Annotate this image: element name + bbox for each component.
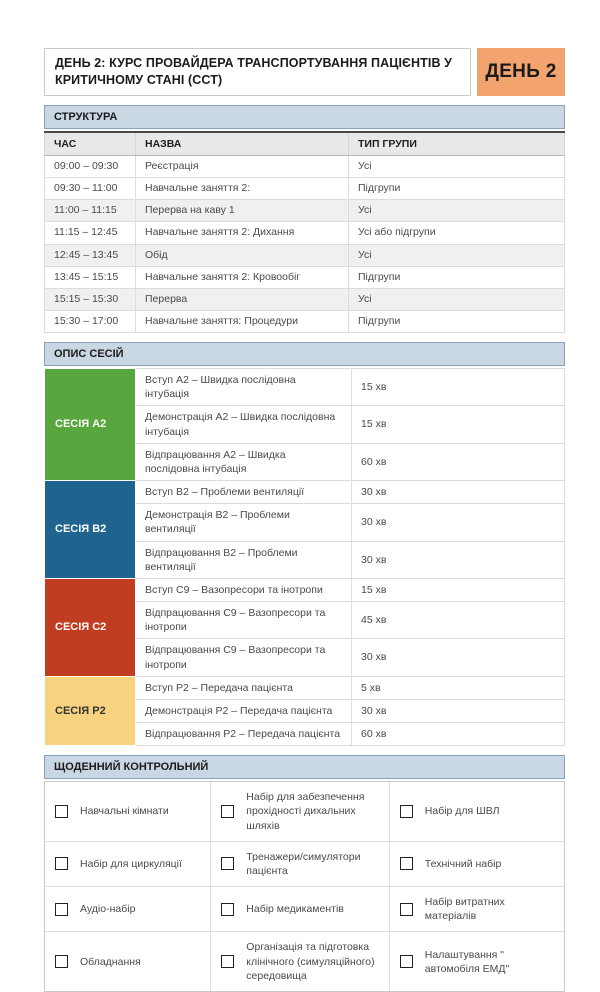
checklist-item-label: Аудіо-набір bbox=[80, 903, 136, 916]
session-duration-cell: 30 хв bbox=[352, 541, 565, 578]
checklist-item-label: Навчальні кімнати bbox=[80, 805, 169, 818]
section-structure-header: СТРУКТУРА bbox=[44, 105, 565, 129]
checklist-item-label: Набір для забезпечення прохідності дихальних шляхів bbox=[246, 791, 365, 832]
checklist-item-label: Набір витратних матеріалів bbox=[424, 896, 505, 923]
session-activity-cell: Демонстрація B2 – Проблеми вентиляції bbox=[136, 504, 352, 541]
session-label: СЕСІЯ B2 bbox=[45, 481, 136, 579]
name-cell: Навчальне заняття 2: Дихання bbox=[136, 222, 349, 244]
time-cell: 12:45 – 13:45 bbox=[45, 244, 136, 266]
group-cell: Усі або підгрупи bbox=[349, 222, 565, 244]
checklist-item bbox=[210, 886, 389, 931]
group-cell: Усі bbox=[349, 156, 565, 178]
table-row bbox=[45, 310, 565, 332]
table-row bbox=[45, 156, 565, 178]
name-cell: Навчальне заняття 2: Кровообіг bbox=[136, 266, 349, 288]
session-activity-cell: Демонстрація P2 – Передача пацієнта bbox=[136, 699, 352, 722]
column-header: ЧАС bbox=[45, 132, 136, 156]
checklist-item bbox=[389, 841, 564, 886]
session-duration-cell: 15 хв bbox=[352, 406, 565, 443]
section-sessions-header: ОПИС СЕСІЙ bbox=[44, 342, 565, 366]
session-duration-cell: 45 хв bbox=[352, 602, 565, 639]
checklist-item bbox=[389, 886, 564, 931]
session-row bbox=[45, 481, 565, 504]
session-activity-cell: Вступ B2 – Проблеми вентиляції bbox=[136, 481, 352, 504]
checklist-item bbox=[45, 886, 210, 931]
checkbox[interactable] bbox=[221, 857, 234, 870]
name-cell: Перерва bbox=[136, 288, 349, 310]
session-duration-cell: 30 хв bbox=[352, 699, 565, 722]
name-cell: Навчальне заняття: Процедури bbox=[136, 310, 349, 332]
page-title: ДЕНЬ 2: КУРС ПРОВАЙДЕРА ТРАНСПОРТУВАННЯ ПАЦІЄНТІВ У КРИТИЧНОМУ СТАНІ (ССТ) bbox=[44, 48, 471, 96]
checklist-item bbox=[210, 782, 389, 841]
checklist-item bbox=[210, 931, 389, 991]
checkbox[interactable] bbox=[55, 857, 68, 870]
session-duration-cell: 15 хв bbox=[352, 369, 565, 406]
checklist-item-label: Набір для циркуляції bbox=[80, 857, 182, 870]
sessions-table bbox=[44, 368, 565, 746]
session-row bbox=[45, 578, 565, 601]
group-cell: Усі bbox=[349, 288, 565, 310]
name-cell: Реєстрація bbox=[136, 156, 349, 178]
time-cell: 09:00 – 09:30 bbox=[45, 156, 136, 178]
time-cell: 15:15 – 15:30 bbox=[45, 288, 136, 310]
time-cell: 09:30 – 11:00 bbox=[45, 178, 136, 200]
daily-checklist bbox=[44, 781, 565, 992]
session-duration-cell: 15 хв bbox=[352, 578, 565, 601]
checklist-item-label: Набір для ШВЛ bbox=[424, 805, 500, 818]
document-content bbox=[44, 48, 565, 992]
time-cell: 11:15 – 12:45 bbox=[45, 222, 136, 244]
checkbox[interactable] bbox=[400, 955, 413, 968]
group-cell: Усі bbox=[349, 244, 565, 266]
group-cell: Підгрупи bbox=[349, 266, 565, 288]
session-activity-cell: Демонстрація A2 – Швидка послідовна інтубація bbox=[136, 406, 352, 443]
table-row bbox=[45, 178, 565, 200]
structure-table bbox=[44, 131, 565, 333]
session-duration-cell: 30 хв bbox=[352, 504, 565, 541]
checkbox[interactable] bbox=[221, 805, 234, 818]
session-duration-cell: 30 хв bbox=[352, 481, 565, 504]
group-cell: Підгрупи bbox=[349, 178, 565, 200]
session-row bbox=[45, 369, 565, 406]
time-cell: 11:00 – 11:15 bbox=[45, 200, 136, 222]
group-cell: Підгрупи bbox=[349, 310, 565, 332]
checklist-item-label: Тренажери/симулятори пацієнта bbox=[246, 850, 361, 877]
session-duration-cell: 60 хв bbox=[352, 723, 565, 746]
session-activity-cell: Відпрацювання C9 – Вазопресори та інотропи bbox=[136, 639, 352, 676]
session-activity-cell: Відпрацювання B2 – Проблеми вентиляції bbox=[136, 541, 352, 578]
table-row bbox=[45, 244, 565, 266]
column-header: НАЗВА bbox=[136, 132, 349, 156]
session-activity-cell: Вступ A2 – Швидка послідовна інтубація bbox=[136, 369, 352, 406]
table-row bbox=[45, 200, 565, 222]
checklist-item-label: Набір медикаментів bbox=[246, 903, 344, 916]
checkbox[interactable] bbox=[221, 903, 234, 916]
title-row bbox=[44, 48, 565, 96]
table-row bbox=[45, 222, 565, 244]
checkbox[interactable] bbox=[221, 955, 234, 968]
session-duration-cell: 30 хв bbox=[352, 639, 565, 676]
name-cell: Обід bbox=[136, 244, 349, 266]
checklist-item bbox=[45, 931, 210, 991]
checklist-item-label: Налаштування " автомобіля ЕМД" bbox=[424, 948, 510, 975]
name-cell: Перерва на каву 1 bbox=[136, 200, 349, 222]
checklist-item bbox=[45, 782, 210, 841]
name-cell: Навчальне заняття 2: bbox=[136, 178, 349, 200]
table-row bbox=[45, 288, 565, 310]
checkbox[interactable] bbox=[55, 955, 68, 968]
time-cell: 15:30 – 17:00 bbox=[45, 310, 136, 332]
day-badge: ДЕНЬ 2 bbox=[477, 48, 565, 96]
checklist-item bbox=[210, 841, 389, 886]
checklist-item bbox=[389, 782, 564, 841]
session-label: СЕСІЯ A2 bbox=[45, 369, 136, 481]
group-cell: Усі bbox=[349, 200, 565, 222]
checklist-item bbox=[45, 841, 210, 886]
checklist-item-label: Технічний набір bbox=[424, 857, 502, 870]
session-activity-cell: Вступ C9 – Вазопресори та інотропи bbox=[136, 578, 352, 601]
checklist-item-label: Організація та підготовка клінічного (симуляційного) середовища bbox=[246, 941, 375, 982]
session-duration-cell: 5 хв bbox=[352, 676, 565, 699]
session-label: СЕСІЯ C2 bbox=[45, 578, 136, 676]
section-checklist-header: ЩОДЕННИЙ КОНТРОЛЬНИЙ bbox=[44, 755, 565, 779]
session-activity-cell: Відпрацювання C9 – Вазопресори та інотропи bbox=[136, 602, 352, 639]
checkbox[interactable] bbox=[55, 903, 68, 916]
session-row bbox=[45, 676, 565, 699]
session-duration-cell: 60 хв bbox=[352, 443, 565, 480]
time-cell: 13:45 – 15:15 bbox=[45, 266, 136, 288]
checkbox[interactable] bbox=[55, 805, 68, 818]
checklist-item bbox=[389, 931, 564, 991]
table-row bbox=[45, 266, 565, 288]
session-activity-cell: Відпрацювання A2 – Швидка послідовна інтубація bbox=[136, 443, 352, 480]
checkbox[interactable] bbox=[400, 903, 413, 916]
structure-table-header-row bbox=[45, 132, 565, 156]
checkbox[interactable] bbox=[400, 805, 413, 818]
session-activity-cell: Відпрацювання P2 – Передача пацієнта bbox=[136, 723, 352, 746]
checkbox[interactable] bbox=[400, 857, 413, 870]
session-activity-cell: Вступ P2 – Передача пацієнта bbox=[136, 676, 352, 699]
column-header: ТИП ГРУПИ bbox=[349, 132, 565, 156]
session-label: СЕСІЯ P2 bbox=[45, 676, 136, 746]
checklist-item-label: Обладнання bbox=[80, 955, 141, 968]
